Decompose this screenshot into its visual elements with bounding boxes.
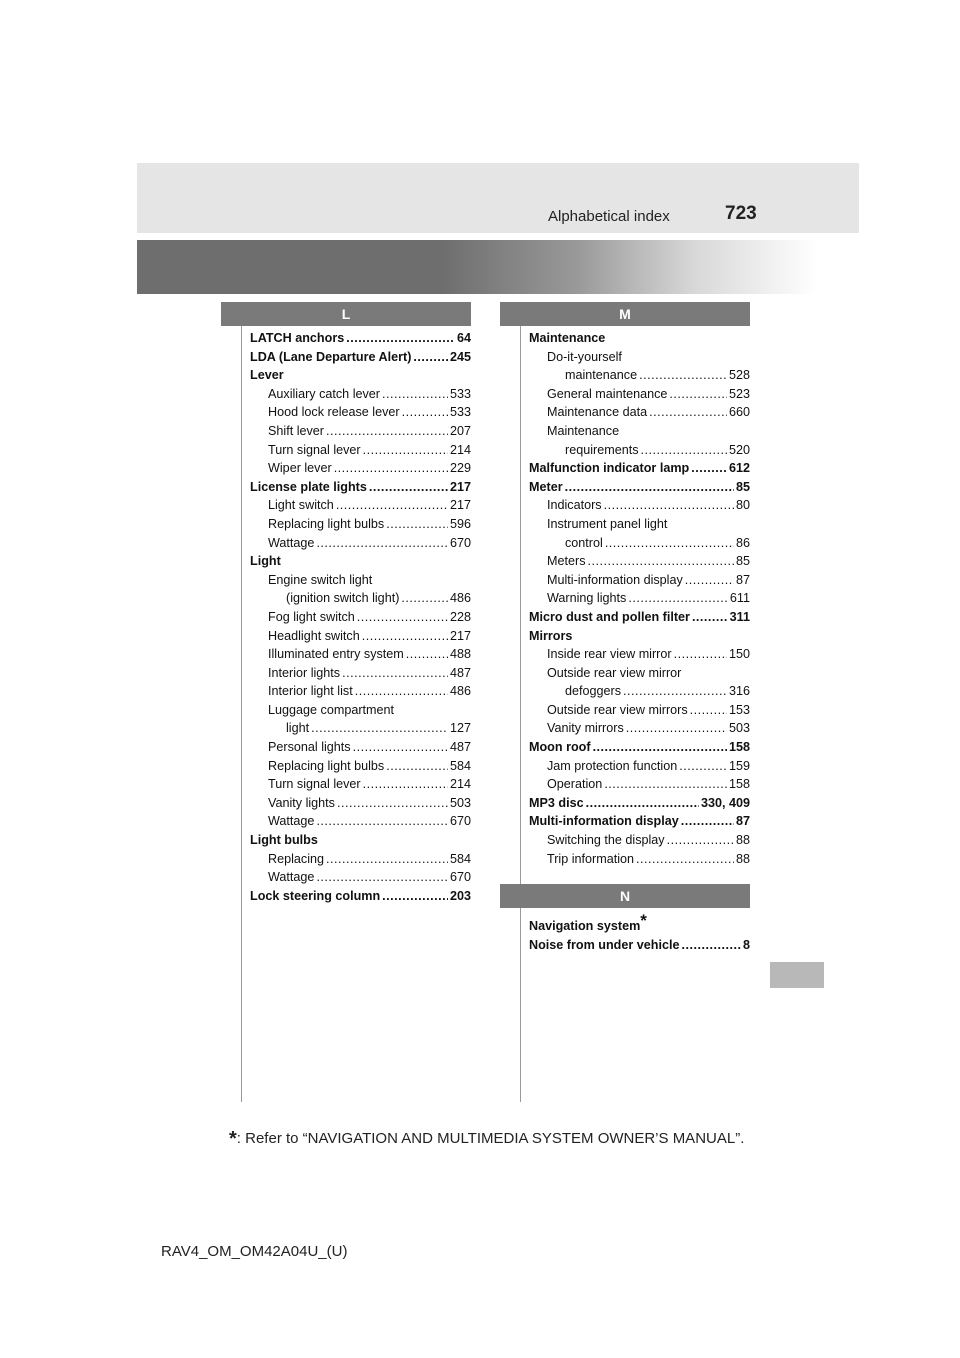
entry-page[interactable]: 217 xyxy=(449,479,471,494)
leader-dots xyxy=(334,459,448,478)
index-entry xyxy=(250,459,471,478)
index-entry xyxy=(250,496,471,515)
leader-dots xyxy=(382,887,448,906)
entry-text: Maintenance xyxy=(547,423,620,438)
entry-text: Light bulbs xyxy=(250,833,318,848)
leader-dots xyxy=(588,552,734,571)
leader-dots xyxy=(667,831,734,850)
index-entry xyxy=(250,348,471,367)
entry-page[interactable]: 523 xyxy=(728,386,750,401)
index-entry xyxy=(529,571,750,590)
leader-dots xyxy=(565,478,734,497)
footnote xyxy=(229,1128,744,1151)
entry-text: Outside rear view mirrors xyxy=(547,702,688,717)
entry-text: maintenance xyxy=(565,368,638,383)
section-header-m: M xyxy=(500,302,750,326)
leader-dots xyxy=(692,608,728,627)
entry-text: Wiper lever xyxy=(268,461,332,476)
section-header-n: N xyxy=(500,884,750,908)
entry-page[interactable]: 88 xyxy=(735,833,750,848)
section-header-l: L xyxy=(221,302,471,326)
leader-dots xyxy=(402,403,448,422)
entry-page[interactable]: 153 xyxy=(728,702,750,717)
index-entry xyxy=(250,403,471,422)
entry-text: Multi-information display xyxy=(529,814,679,829)
index-entry xyxy=(529,850,750,869)
entry-page[interactable]: 86 xyxy=(735,535,750,550)
index-entry xyxy=(250,738,471,757)
leader-dots xyxy=(593,738,727,757)
entry-text: Micro dust and pollen filter xyxy=(529,609,690,624)
entry-text: Vanity lights xyxy=(268,795,335,810)
leader-dots xyxy=(346,329,455,348)
index-entry xyxy=(250,831,471,850)
entry-text: Mirrors xyxy=(529,628,573,643)
index-entry xyxy=(250,366,471,385)
index-entry xyxy=(250,478,471,497)
asterisk-mark: * xyxy=(640,911,647,930)
index-entry xyxy=(250,664,471,683)
leader-dots xyxy=(401,589,448,608)
entry-text: Replacing light bulbs xyxy=(268,758,385,773)
entry-text: Replacing xyxy=(268,851,325,866)
entry-text: Hood lock release lever xyxy=(268,405,400,420)
entry-page[interactable]: 207 xyxy=(449,423,471,438)
entry-text: Wattage xyxy=(268,535,315,550)
leader-dots xyxy=(641,441,727,460)
leader-dots xyxy=(336,496,448,515)
index-entry xyxy=(529,645,750,664)
entry-page[interactable]: 486 xyxy=(449,591,471,606)
leader-dots xyxy=(649,403,727,422)
entry-page[interactable]: 214 xyxy=(449,442,471,457)
entry-page[interactable]: 660 xyxy=(728,405,750,420)
index-entry xyxy=(529,757,750,776)
entry-page[interactable]: 611 xyxy=(729,591,750,606)
entry-text: Malfunction indicator lamp xyxy=(529,461,690,476)
index-entry xyxy=(250,850,471,869)
entry-page[interactable]: 228 xyxy=(449,609,471,624)
entry-text: Warning lights xyxy=(547,591,627,606)
entry-page[interactable]: 311 xyxy=(729,609,750,624)
index-entry xyxy=(250,608,471,627)
entry-text: Instrument panel light xyxy=(547,516,668,531)
entry-page[interactable]: 488 xyxy=(449,647,471,662)
index-entry xyxy=(529,812,750,831)
entry-text: LATCH anchors xyxy=(250,331,345,345)
leader-dots xyxy=(326,422,448,441)
leader-dots xyxy=(386,757,448,776)
entry-text: MP3 disc xyxy=(529,795,584,810)
index-entry xyxy=(250,627,471,646)
entry-text: Indicators xyxy=(547,498,602,513)
entry-page[interactable]: 229 xyxy=(449,461,471,476)
entry-page[interactable]: 612 xyxy=(728,461,750,476)
entry-page[interactable]: 158 xyxy=(728,740,750,755)
index-entry xyxy=(250,329,471,348)
entry-text: Light switch xyxy=(268,498,334,513)
entry-page[interactable]: 670 xyxy=(449,870,471,885)
entry-text: Trip information xyxy=(547,851,635,866)
entry-page[interactable]: 330, 409 xyxy=(700,795,750,810)
leader-dots xyxy=(342,664,448,683)
entry-text: Jam protection function xyxy=(547,758,678,773)
leader-dots xyxy=(355,682,448,701)
entry-text: Turn signal lever xyxy=(268,442,361,457)
index-column-l xyxy=(250,329,471,905)
index-entry xyxy=(250,812,471,831)
entry-text: Wattage xyxy=(268,870,315,885)
index-entry xyxy=(529,348,750,367)
index-entry xyxy=(250,385,471,404)
entry-text: Maintenance xyxy=(529,331,606,345)
entry-text: Personal lights xyxy=(268,740,351,755)
entry-page[interactable]: 217 xyxy=(449,628,471,643)
entry-text: control xyxy=(565,535,603,550)
index-entry xyxy=(529,627,750,646)
entry-page[interactable]: 584 xyxy=(449,758,471,773)
entry-text: Headlight switch xyxy=(268,628,360,643)
leader-dots xyxy=(316,812,448,831)
index-entry xyxy=(529,422,750,441)
entry-page[interactable]: 503 xyxy=(449,795,471,810)
leader-dots xyxy=(639,366,727,385)
entry-page[interactable]: 159 xyxy=(728,758,750,773)
leader-dots xyxy=(691,459,727,478)
index-entry xyxy=(529,701,750,720)
leader-dots xyxy=(363,775,448,794)
entry-text: Inside rear view mirror xyxy=(547,647,672,662)
column-rule-middle xyxy=(520,326,521,1102)
leader-dots xyxy=(369,478,448,497)
index-entry xyxy=(529,589,750,608)
leader-dots xyxy=(413,348,448,367)
index-entry xyxy=(250,868,471,887)
leader-dots xyxy=(363,441,448,460)
entry-text: Outside rear view mirror xyxy=(547,665,682,680)
entry-text: Lock steering column xyxy=(250,888,381,903)
entry-text: Navigation system* xyxy=(529,911,647,933)
index-entry xyxy=(250,719,471,738)
entry-text: License plate lights xyxy=(250,479,367,494)
entry-text: requirements xyxy=(565,442,639,457)
entry-text: Meter xyxy=(529,479,563,494)
entry-text: Replacing light bulbs xyxy=(268,516,385,531)
leader-dots xyxy=(626,719,727,738)
entry-text: Vanity mirrors xyxy=(547,721,624,736)
entry-text: Noise from under vehicle xyxy=(529,937,680,952)
entry-page[interactable]: 503 xyxy=(728,721,750,736)
index-entry xyxy=(250,552,471,571)
index-entry xyxy=(529,682,750,701)
index-entry xyxy=(529,496,750,515)
index-entry xyxy=(529,366,750,385)
entry-page[interactable]: 533 xyxy=(449,405,471,420)
leader-dots xyxy=(681,812,734,831)
entry-page[interactable]: 127 xyxy=(449,721,471,736)
leader-dots xyxy=(362,627,448,646)
entry-text: Meters xyxy=(547,554,586,569)
index-entry xyxy=(529,794,750,813)
leader-dots xyxy=(337,794,448,813)
entry-text: LDA (Lane Departure Alert) xyxy=(250,349,412,364)
index-entry xyxy=(250,682,471,701)
entry-text: Operation xyxy=(547,777,603,792)
entry-text: Auxiliary catch lever xyxy=(268,386,380,401)
index-entry xyxy=(529,385,750,404)
index-entry xyxy=(250,757,471,776)
section-title: Alphabetical index xyxy=(548,208,670,225)
page-number: 723 xyxy=(725,203,757,224)
index-entry xyxy=(529,831,750,850)
entry-page[interactable]: 80 xyxy=(735,498,750,513)
entry-text: Fog light switch xyxy=(268,609,355,624)
column-rule-left xyxy=(241,326,242,1102)
index-entry xyxy=(529,459,750,478)
entry-text: Illuminated entry system xyxy=(268,647,404,662)
entry-text: Luggage compartment xyxy=(268,702,395,717)
index-entry xyxy=(529,912,750,936)
entry-page[interactable]: 670 xyxy=(449,535,471,550)
entry-text: Wattage xyxy=(268,814,315,829)
leader-dots xyxy=(406,645,448,664)
entry-page[interactable]: 670 xyxy=(449,814,471,829)
entry-page[interactable]: 85 xyxy=(735,479,750,494)
entry-page[interactable]: 533 xyxy=(449,386,471,401)
entry-text: General maintenance xyxy=(547,386,668,401)
index-entry xyxy=(529,664,750,683)
entry-page[interactable]: 487 xyxy=(449,740,471,755)
entry-text: Turn signal lever xyxy=(268,777,361,792)
entry-page[interactable]: 217 xyxy=(449,498,471,513)
entry-text: Interior light list xyxy=(268,684,353,699)
index-entry xyxy=(529,515,750,534)
entry-text: defoggers xyxy=(565,684,622,699)
entry-page[interactable]: 520 xyxy=(728,442,750,457)
index-entry xyxy=(529,738,750,757)
index-entry xyxy=(250,571,471,590)
index-column-m xyxy=(529,329,750,868)
leader-dots xyxy=(353,738,448,757)
index-entry xyxy=(529,478,750,497)
index-entry xyxy=(250,794,471,813)
index-entry xyxy=(250,441,471,460)
entry-page[interactable]: 214 xyxy=(449,777,471,792)
leader-dots xyxy=(605,534,734,553)
entry-page[interactable]: 87 xyxy=(735,572,750,587)
entry-page[interactable]: 596 xyxy=(449,516,471,531)
leader-dots xyxy=(674,645,727,664)
index-entry xyxy=(529,403,750,422)
entry-text: Interior lights xyxy=(268,665,341,680)
leader-dots xyxy=(326,850,448,869)
index-entry xyxy=(529,608,750,627)
entry-text: Shift lever xyxy=(268,423,324,438)
index-entry xyxy=(529,552,750,571)
index-entry xyxy=(529,936,750,955)
side-thumb-tab xyxy=(770,962,824,988)
entry-text: Engine switch light xyxy=(268,572,373,587)
entry-page[interactable]: 88 xyxy=(735,851,750,866)
index-entry xyxy=(250,645,471,664)
leader-dots xyxy=(685,571,734,590)
entry-text: Switching the display xyxy=(547,833,665,848)
document-code: RAV4_OM_OM42A04U_(U) xyxy=(161,1243,348,1260)
footnote-asterisk: * xyxy=(229,1128,237,1150)
entry-page[interactable]: 150 xyxy=(728,647,750,662)
leader-dots xyxy=(586,794,699,813)
leader-dots xyxy=(316,534,448,553)
entry-page[interactable]: 85 xyxy=(735,554,750,569)
entry-page[interactable]: 87 xyxy=(735,814,750,829)
leader-dots xyxy=(681,936,741,955)
index-column-n xyxy=(529,912,750,954)
index-entry xyxy=(250,701,471,720)
entry-page[interactable]: 64 xyxy=(456,331,471,345)
index-entry xyxy=(529,441,750,460)
header-gradient-bar xyxy=(137,240,817,294)
entry-page[interactable]: 158 xyxy=(728,777,750,792)
entry-text: Do-it-yourself xyxy=(547,349,622,364)
entry-text: Multi-information display xyxy=(547,572,683,587)
footnote-text: : Refer to “NAVIGATION AND MULTIMEDIA SYSTEM OWNER’S MANUAL”. xyxy=(236,1130,745,1147)
index-entry xyxy=(529,534,750,553)
index-entry xyxy=(250,775,471,794)
entry-page[interactable]: 8 xyxy=(742,937,750,952)
entry-text: Maintenance data xyxy=(547,405,648,420)
leader-dots xyxy=(386,515,448,534)
leader-dots xyxy=(623,682,727,701)
leader-dots xyxy=(316,868,448,887)
leader-dots xyxy=(311,719,448,738)
entry-page[interactable]: 203 xyxy=(449,888,471,903)
index-entry xyxy=(250,422,471,441)
index-entry xyxy=(250,589,471,608)
entry-page[interactable]: 528 xyxy=(728,368,750,383)
leader-dots xyxy=(604,496,734,515)
entry-page[interactable]: 486 xyxy=(449,684,471,699)
leader-dots xyxy=(636,850,734,869)
leader-dots xyxy=(357,608,448,627)
entry-page[interactable]: 584 xyxy=(449,851,471,866)
index-entry xyxy=(250,534,471,553)
entry-page[interactable]: 487 xyxy=(449,665,471,680)
leader-dots xyxy=(628,589,728,608)
entry-page[interactable]: 316 xyxy=(728,684,750,699)
index-entry xyxy=(250,515,471,534)
entry-text: light xyxy=(286,721,310,736)
entry-text: Moon roof xyxy=(529,740,591,755)
index-entry xyxy=(250,887,471,906)
index-entry xyxy=(529,775,750,794)
index-entry xyxy=(529,329,750,348)
leader-dots xyxy=(679,757,727,776)
leader-dots xyxy=(604,775,727,794)
entry-page[interactable]: 245 xyxy=(449,349,471,364)
entry-text: (ignition switch light) xyxy=(286,591,400,606)
leader-dots xyxy=(690,701,727,720)
index-entry xyxy=(529,719,750,738)
entry-text: Lever xyxy=(250,368,284,383)
leader-dots xyxy=(382,385,448,404)
leader-dots xyxy=(669,385,727,404)
entry-text: Light xyxy=(250,554,281,569)
